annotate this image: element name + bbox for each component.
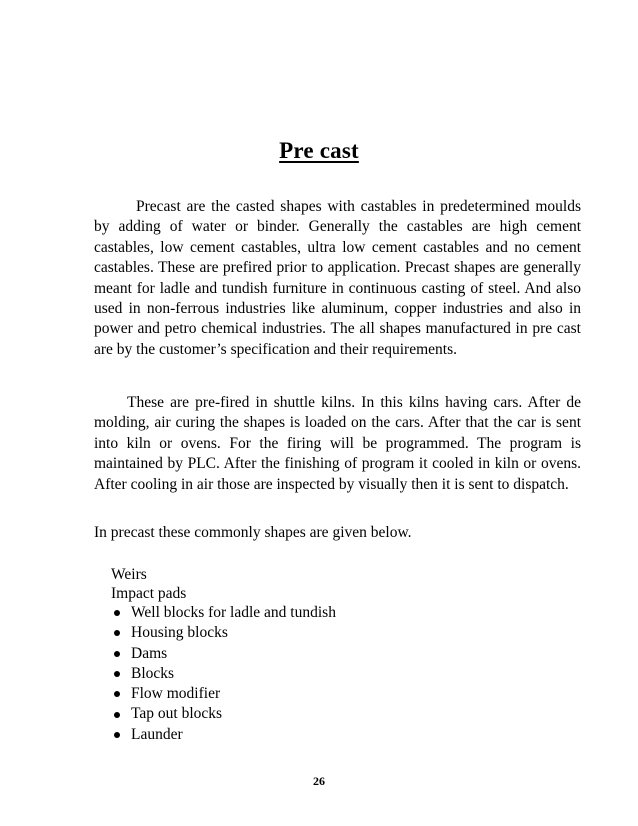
bullet-item-label: Dams: [131, 644, 168, 662]
bullet-item-label: Flow modifier: [131, 685, 221, 703]
page-title: Pre cast: [279, 138, 359, 163]
bullet-item-label: Tap out blocks: [131, 705, 223, 723]
shapes-bullet-list: [111, 603, 336, 745]
bullet-list-item: [111, 684, 336, 704]
bullet-icon: [114, 691, 120, 697]
bullet-list-item: [111, 623, 336, 643]
bullet-item-label: Launder: [131, 725, 183, 743]
bullet-icon: [114, 671, 120, 677]
paragraph-precast-definition: Precast are the casted shapes with castables in predetermined moulds by adding of water or binder. Generally the castables are high cement castables, low cement castables, ultra low cement castables and no cement castables. These are prefired prior to application. Precast shapes are generally meant for ladle and tundish furniture in continuous casting of steel. And also used in non-ferrous industries like aluminum, copper industries and also in power and petro chemical industries. The all shapes manufactured in pre cast are by the customer’s specification and their requirements.: [94, 198, 581, 358]
bullet-list-item: [111, 603, 336, 623]
bullet-icon: [114, 610, 120, 616]
bullet-item-label: Housing blocks: [131, 624, 228, 642]
bullet-list-item: [111, 644, 336, 664]
bullet-icon: [114, 712, 120, 718]
list-item-impact-pads: Impact pads: [111, 585, 187, 602]
bullet-list-item: [111, 725, 336, 745]
paragraph-shapes-intro: In precast these commonly shapes are given below.: [94, 524, 412, 541]
bullet-icon: [114, 651, 120, 657]
bullet-item-label: Blocks: [131, 664, 175, 682]
paragraph-firing-process: These are pre-fired in shuttle kilns. In this kilns having cars. After de molding, air curing the shapes is loaded on the cars. After that the car is sent into kiln or ovens. For the firing will be programmed. The program is maintained by PLC. After the finishing of program it cooled in kiln or ovens. After cooling in air those are inspected by visually then it is sent to dispatch.: [94, 394, 581, 493]
bullet-list-item: [111, 664, 336, 684]
bullet-icon: [114, 630, 120, 636]
bullet-item-label: Well blocks for ladle and tundish: [131, 604, 336, 621]
page-number: 26: [313, 774, 325, 788]
list-item-weirs: Weirs: [111, 566, 147, 583]
bullet-list-item: [111, 704, 336, 724]
bullet-icon: [114, 732, 120, 738]
